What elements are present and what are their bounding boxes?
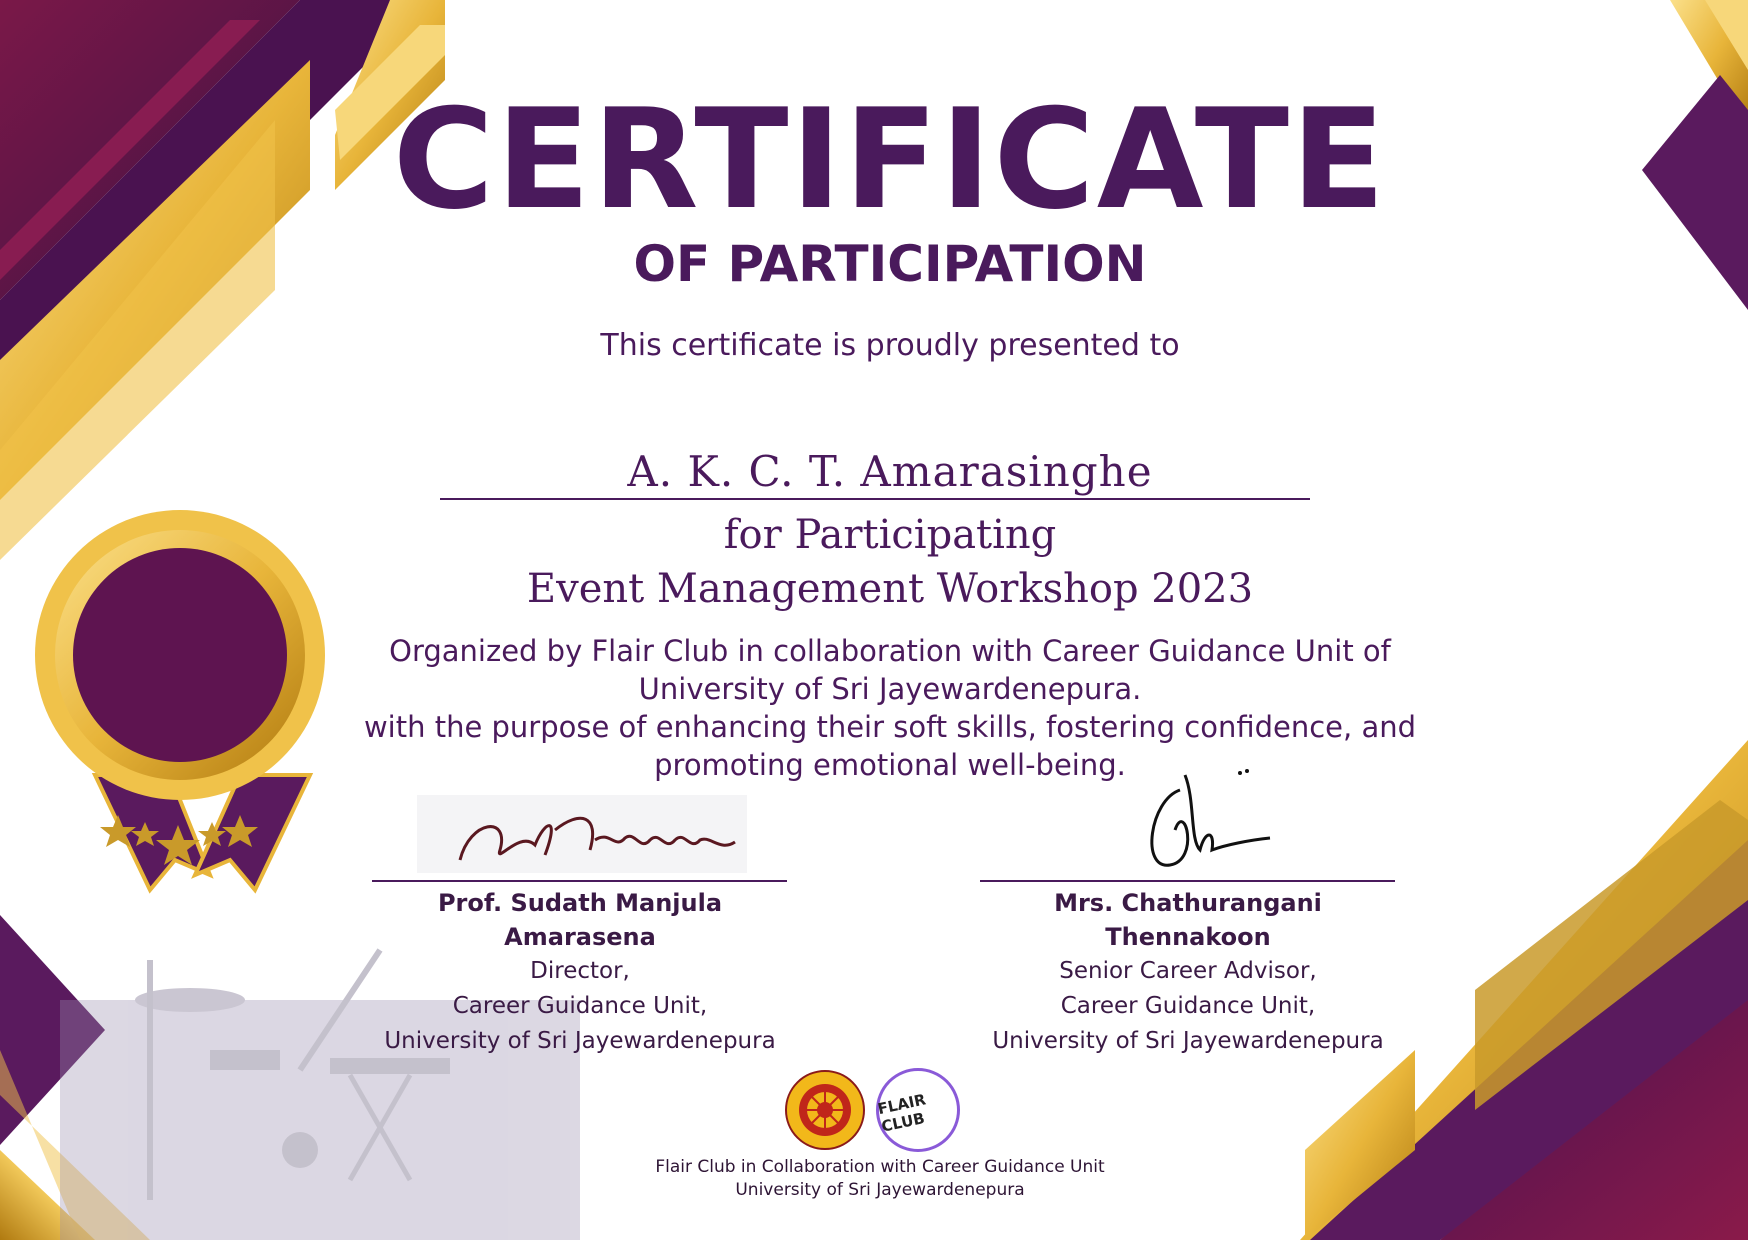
for-participating-text: for Participating xyxy=(723,512,1057,558)
flair-club-logo-text: FLAIR CLUB xyxy=(876,1090,928,1136)
footer-line-2: University of Sri Jayewardenepura xyxy=(735,1180,1025,1200)
signatory-1-name: Prof. Sudath Manjula Amarasena xyxy=(437,889,723,951)
certificate-subtitle: OF PARTICIPATION xyxy=(633,235,1147,293)
purpose-line-2: promoting emotional well-being. xyxy=(654,748,1126,782)
recipient-underline xyxy=(440,498,1310,500)
purpose-line-1: with the purpose of enhancing their soft skills, fostering confidence, and xyxy=(363,710,1417,744)
ribbon-badge-icon xyxy=(35,510,325,890)
organized-by-text xyxy=(300,632,1480,708)
signature-line-2 xyxy=(980,880,1395,882)
signatory-1-role-2: Career Guidance Unit, xyxy=(452,993,708,1019)
footer xyxy=(550,1156,1210,1202)
recipient-name: A. K. C. T. Amarasinghe xyxy=(627,447,1153,496)
signature-line-1 xyxy=(372,880,787,882)
event-name: Event Management Workshop 2023 xyxy=(526,566,1254,612)
signatory-2-role-2: Career Guidance Unit, xyxy=(1060,993,1316,1019)
signatory-2-role-1: Senior Career Advisor, xyxy=(1059,958,1317,984)
organized-line-2: University of Sri Jayewardenepura. xyxy=(638,672,1142,706)
flair-club-logo-icon xyxy=(876,1068,960,1152)
footer-line-1: Flair Club in Collaboration with Career Guidance Unit xyxy=(655,1157,1105,1177)
signature-amarasena xyxy=(417,795,747,873)
top-right-stripes xyxy=(1642,0,1748,310)
certificate-title: CERTIFICATE xyxy=(392,79,1388,240)
signatory-2-role-3: University of Sri Jayewardenepura xyxy=(992,1028,1384,1054)
signatory-2-name: Mrs. Chathurangani Thennakoon xyxy=(1054,889,1322,951)
purpose-text xyxy=(300,708,1480,784)
presented-text: This certificate is proudly presented to xyxy=(600,328,1180,363)
signatory-1 xyxy=(370,886,790,1059)
university-seal-icon xyxy=(785,1070,865,1150)
signatory-1-role-1: Director, xyxy=(530,958,630,984)
signatory-2 xyxy=(978,886,1398,1059)
organized-line-1: Organized by Flair Club in collaboration with Career Guidance Unit of xyxy=(389,634,1391,668)
signatory-1-role-3: University of Sri Jayewardenepura xyxy=(384,1028,776,1054)
